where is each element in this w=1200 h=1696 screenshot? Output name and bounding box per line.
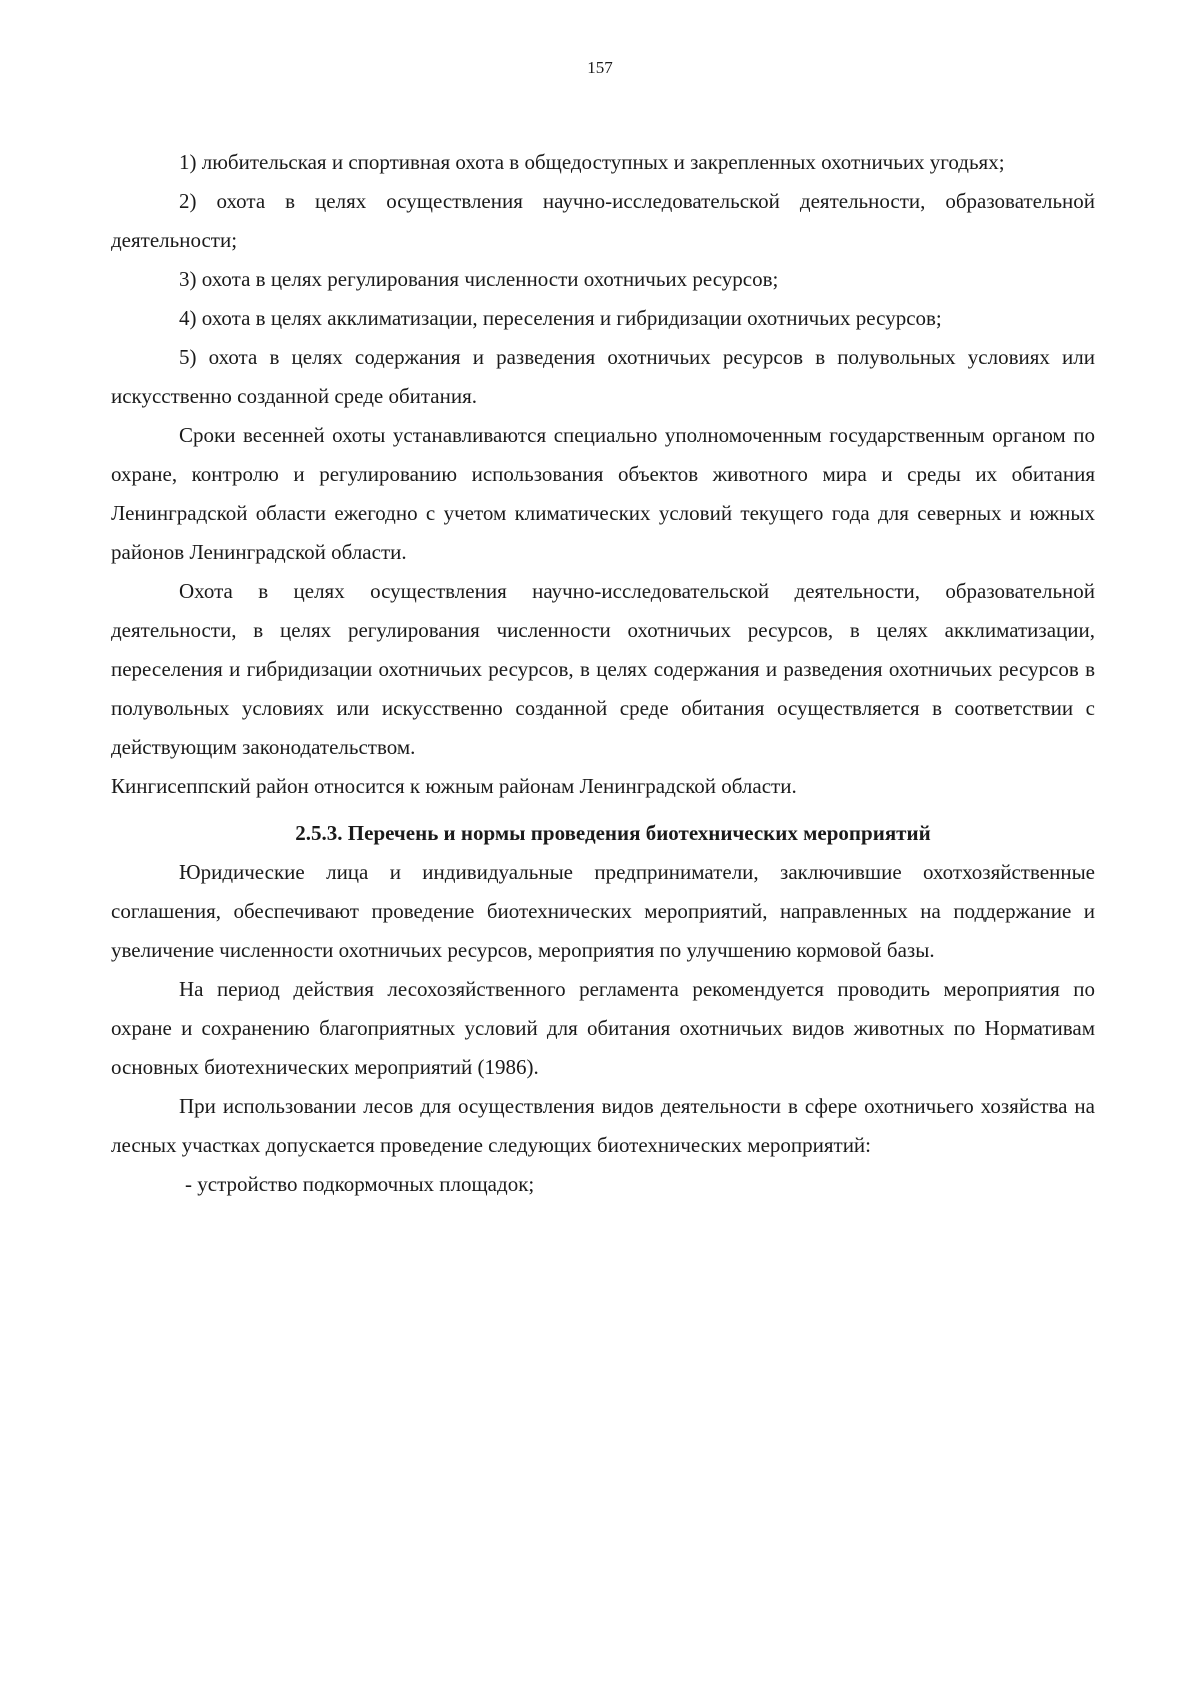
paragraph-spring-hunting-terms: Сроки весенней охоты устанавливаются специально уполномоченным государственным органом по охране, контролю и регулированию использования объектов животного мира и среды их обитания Ленинградской области ежегодно с учетом климатических условий текущего года для северных и южных районов Ленинградской области. [111, 423, 1095, 564]
paragraph-hunting-type-5: 5) охота в целях содержания и разведения охотничьих ресурсов в полувольных условиях или искусственно созданной среде обитания. [111, 345, 1095, 408]
paragraph-hunting-type-3: 3) охота в целях регулирования численности охотничьих ресурсов; [179, 267, 779, 291]
paragraph-hunting-type-4: 4) охота в целях акклиматизации, переселения и гибридизации охотничьих ресурсов; [179, 306, 942, 330]
paragraph-district-note: Кингисеппский район относится к южным районам Ленинградской области. [111, 774, 797, 798]
paragraph-legal-entities: Юридические лица и индивидуальные предприниматели, заключившие охотхозяйственные соглашения, обеспечивают проведение биотехнических мероприятий, направленных на поддержание и увеличение численности охотничьих ресурсов, мероприятия по улучшению кормовой базы. [111, 860, 1095, 962]
paragraph-hunting-legislation: Охота в целях осуществления научно-исследовательской деятельности, образовательной деятельности, в целях регулирования численности охотничьих ресурсов, в целях акклиматизации, переселения и гибридизации охотничьих ресурсов, в целях содержания и разведения охотничьих ресурсов в полувольных условиях или искусственно созданной среде обитания осуществляется в соответствии с действующим законодательством. [111, 579, 1095, 759]
paragraph-hunting-type-2: 2) охота в целях осуществления научно-исследовательской деятельности, образовательной деятельности; [111, 189, 1095, 252]
paragraph-forest-use: При использовании лесов для осуществления видов деятельности в сфере охотничьего хозяйства на лесных участках допускается проведение следующих биотехнических мероприятий: [111, 1094, 1095, 1157]
page-number: 157 [587, 58, 613, 77]
paragraph-regulation-period: На период действия лесохозяйственного регламента рекомендуется проводить мероприятия по охране и сохранению благоприятных условий для обитания охотничьих видов животных по Нормативам основных биотехнических мероприятий (1986). [111, 977, 1095, 1079]
section-heading: 2.5.3. Перечень и нормы проведения биотехнических мероприятий [295, 821, 931, 845]
page-body [111, 143, 1095, 1204]
paragraph-hunting-type-1: 1) любительская и спортивная охота в общедоступных и закрепленных охотничьих угодьях; [179, 150, 1005, 174]
list-item: - устройство подкормочных площадок; [185, 1172, 535, 1196]
